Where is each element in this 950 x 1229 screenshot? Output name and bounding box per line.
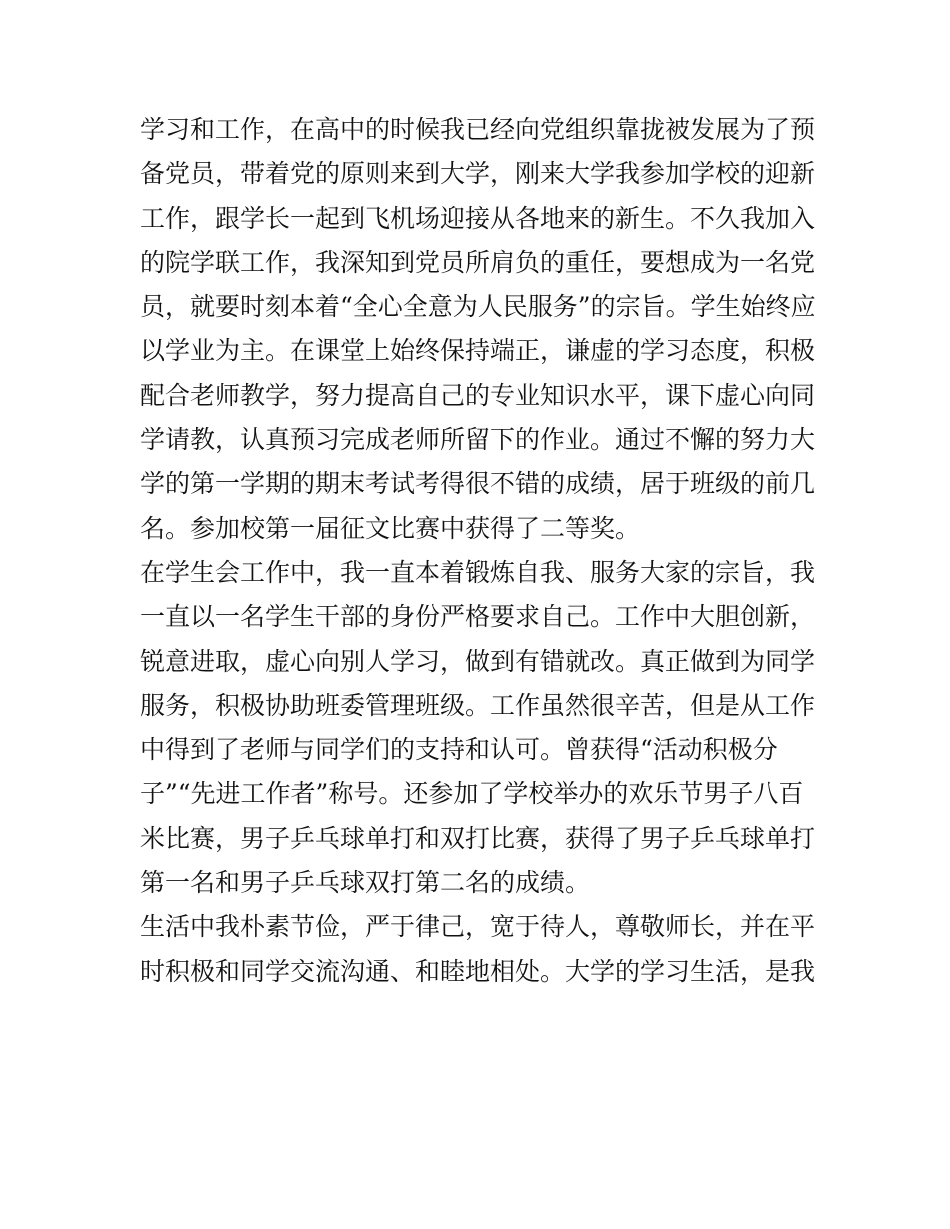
text-line-18: 第一名和男子乒乓球双打第二名的成绩。 bbox=[140, 868, 591, 898]
text-line-3: 工作，跟学长一起到飞机场迎接从各地来的新生。不久我加入 bbox=[140, 203, 816, 233]
text-line-10: 名。参加校第一届征文比赛中获得了二等奖。 bbox=[140, 513, 641, 543]
text-line-8: 学请教，认真预习完成老师所留下的作业。通过不懈的努力大 bbox=[140, 425, 816, 455]
text-line-6: 以学业为主。在课堂上始终保持端正，谦虚的学习态度，积极 bbox=[140, 336, 816, 366]
document-body bbox=[140, 108, 820, 994]
text-line-5: 员，就要时刻本着“全心全意为人民服务”的宗旨。学生始终应 bbox=[140, 292, 816, 322]
text-line-11: 在学生会工作中，我一直本着锻炼自我、服务大家的宗旨，我 bbox=[140, 557, 816, 587]
text-line-1: 学习和工作，在高中的时候我已经向党组织靠拢被发展为了预 bbox=[140, 115, 816, 144]
text-line-13: 锐意进取，虚心向别人学习，做到有错就改。真正做到为同学 bbox=[140, 646, 816, 676]
text-line-20: 时积极和同学交流沟通、和睦地相处。大学的学习生活，是我 bbox=[140, 956, 816, 986]
text-line-7: 配合老师教学，努力提高自己的专业知识水平，课下虚心向同 bbox=[140, 380, 816, 410]
text-line-15: 中得到了老师与同学们的支持和认可。曾获得“活动积极分 bbox=[140, 735, 778, 765]
text-line-16: 子”“先进工作者”称号。还参加了学校举办的欢乐节男子八百 bbox=[140, 779, 804, 809]
text-line-2: 备党员，带着党的原则来到大学，刚来大学我参加学校的迎新 bbox=[140, 159, 816, 189]
text-line-17: 米比赛，男子乒乓球单打和双打比赛，获得了男子乒乓球单打 bbox=[140, 823, 816, 853]
text-line-12: 一直以一名学生干部的身份严格要求自己。工作中大胆创新， bbox=[140, 602, 816, 632]
text-line-4: 的院学联工作，我深知到党员所肩负的重任，要想成为一名党 bbox=[140, 247, 816, 277]
text-line-9: 学的第一学期的期末考试考得很不错的成绩，居于班级的前几 bbox=[140, 469, 816, 499]
text-line-14: 服务，积极协助班委管理班级。工作虽然很辛苦，但是从工作 bbox=[140, 690, 816, 720]
text-line-19: 生活中我朴素节俭，严于律己，宽于待人，尊敬师长，并在平 bbox=[140, 912, 816, 942]
